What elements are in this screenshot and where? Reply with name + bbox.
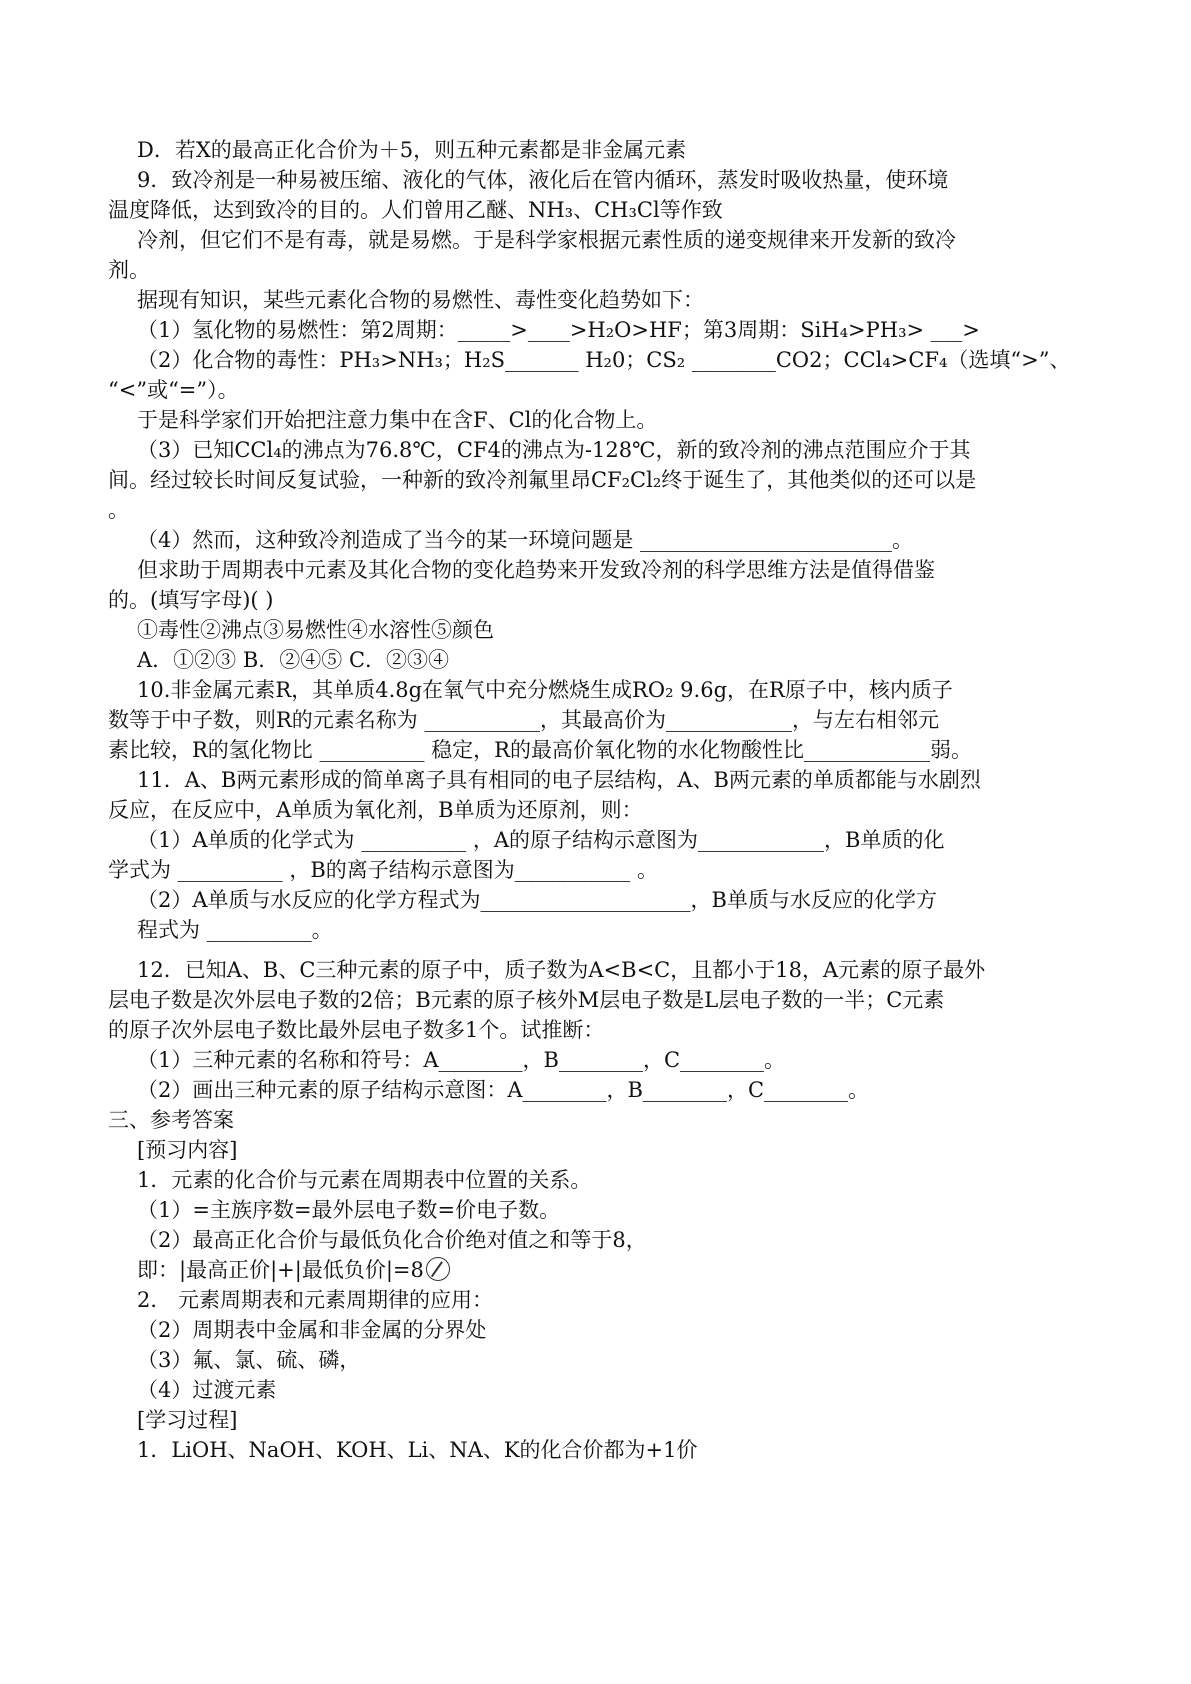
subsection-heading: [学习过程]	[137, 1408, 238, 1432]
text-line-q9: 9．致冷剂是一种易被压缩、液化的气体，液化后在管内循环，蒸发时吸收热量，使环境	[137, 168, 949, 192]
text-line: 素比较，R的氢化物比 __________ 稳定，R的最高价氧化物的水化物酸性比____________弱。	[108, 738, 972, 762]
text-line: （2）最高正化合价与最低负化合价绝对值之和等于8，	[137, 1228, 647, 1252]
text-line: 剂。	[108, 258, 150, 282]
text-line-options: ①毒性②沸点③易燃性④水溶性⑤颜色	[137, 618, 494, 642]
text-line-choices: A．①②③ B．②④⑤ C．②③④	[137, 648, 450, 672]
text-line-formula	[137, 1256, 450, 1284]
formula-text: 即：|最高正价|+|最低负价|=8	[137, 1258, 424, 1282]
subsection-heading: [预习内容]	[137, 1138, 238, 1162]
text-line-q11-1: （1）A单质的化学式为 __________ ，A的原子结构示意图为____________，B单质的化	[137, 828, 945, 852]
text-line: 间。经过较长时间反复试验，一种新的致冷剂氟里昂CF₂Cl₂终于诞生了，其他类似的还可以是	[108, 468, 977, 492]
text-line: 于是科学家们开始把注意力集中在含F、Cl的化合物上。	[137, 408, 658, 432]
text-line: 。	[108, 498, 129, 522]
text-line-q11-2: （2）A单质与水反应的化学方程式为____________________，B单质与水反应的化学方	[137, 888, 937, 912]
text-line: 学式为 __________ ，B的离子结构示意图为___________ 。	[108, 858, 658, 882]
text-line-q9-4: （4）然而，这种致冷剂造成了当今的某一环境问题是 ________________________。	[137, 528, 914, 552]
text-line: “<”或“=”）。	[108, 378, 239, 402]
text-line: 1．LiOH、NaOH、KOH、Li、NA、K的化合价都为+1价	[137, 1438, 698, 1462]
text-line: 温度降低，达到致冷的目的。人们曾用乙醚、NH₃、CH₃Cl等作致	[108, 198, 723, 222]
text-line: 反应，在反应中，A单质为氧化剂，B单质为还原剂，则：	[108, 798, 643, 822]
text-line-q11: 11．A、B两元素形成的简单离子具有相同的电子层结构，A、B两元素的单质都能与水剧烈	[137, 768, 981, 792]
text-line: 但求助于周期表中元素及其化合物的变化趋势来开发致冷剂的科学思维方法是值得借鉴	[137, 558, 935, 582]
section-heading: 三、参考答案	[108, 1108, 234, 1132]
text-line: 的原子次外层电子数比最外层电子数多1个。试推断：	[108, 1018, 605, 1042]
text-line-option-d: D．若X的最高正化合价为＋5，则五种元素都是非金属元素	[137, 138, 687, 162]
text-line-q9-3: （3）已知CCl₄的沸点为76.8℃，CF4的沸点为-128℃，新的致冷剂的沸点范围应介于其	[137, 438, 971, 462]
text-line-q12-2: （2）画出三种元素的原子结构示意图：A________，B________，C________。	[137, 1078, 870, 1102]
text-line: （1）=主族序数=最外层电子数=价电子数。	[137, 1198, 561, 1222]
text-line-q12: 12．已知A、B、C三种元素的原子中，质子数为A<B<C，且都小于18，A元素的原子最外	[137, 958, 986, 982]
text-line: 冷剂，但它们不是有毒，就是易燃。于是科学家根据元素性质的递变规律来开发新的致冷	[137, 228, 956, 252]
handwritten-mark-icon	[426, 1257, 450, 1281]
text-line-q9-2: （2）化合物的毒性：PH₃>NH₃；H₂S_______ H₂0；CS₂ ________CO2；CCl₄>CF₄（选填“>”、	[137, 348, 1071, 372]
text-line: （2）周期表中金属和非金属的分界处	[137, 1318, 487, 1342]
text-line: （4）过渡元素	[137, 1378, 277, 1402]
text-line: 据现有知识，某些元素化合物的易燃性、毒性变化趋势如下：	[137, 288, 704, 312]
text-line: （3）氟、氯、硫、磷，	[137, 1348, 361, 1372]
text-line: 层电子数是次外层电子数的2倍；B元素的原子核外M层电子数是L层电子数的一半；C元素	[108, 988, 945, 1012]
text-line: 的。(填写字母)( )	[108, 588, 274, 612]
text-line: 数等于中子数，则R的元素名称为 ___________，其最高价为____________，与左右相邻元	[108, 708, 939, 732]
text-line: 程式为 __________。	[137, 918, 333, 942]
text-line-q9-1: （1）氢化物的易燃性：第2周期：_____>____>H₂O>HF；第3周期：SiH₄>PH₃> ___>	[137, 318, 980, 342]
text-line-q10: 10.非金属元素R，其单质4.8g在氧气中充分燃烧生成RO₂ 9.6g，在R原子中，核内质子	[137, 678, 953, 702]
text-line: 2． 元素周期表和元素周期律的应用：	[137, 1288, 494, 1312]
text-line-q12-1: （1）三种元素的名称和符号：A________，B________，C________。	[137, 1048, 786, 1072]
text-line: 1．元素的化合价与元素在周期表中位置的关系。	[137, 1168, 592, 1192]
